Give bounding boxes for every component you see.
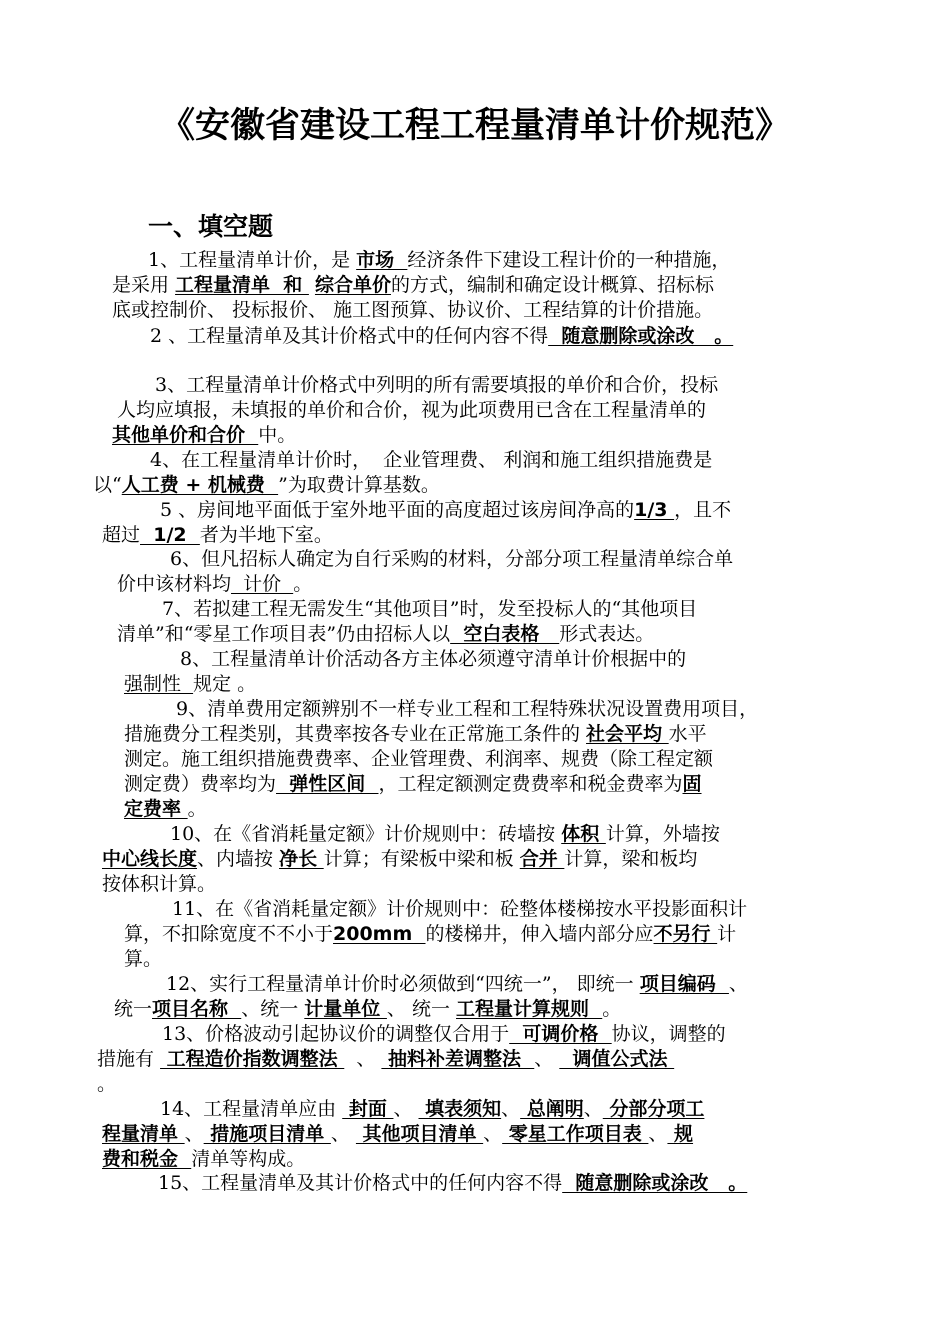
text-line — [117, 398, 706, 422]
answer-blank: 工程量清单 和 — [175, 274, 309, 296]
answer-blank: 可调价格 — [509, 1023, 612, 1045]
question-text: 8、工程量清单计价活动各方主体必须遵守清单计价根据中的 — [180, 648, 687, 670]
answer-blank: 计量单位 — [304, 998, 387, 1020]
answer-blank: 弹性区间 — [276, 773, 379, 795]
answer-blank: 不另行 — [653, 923, 718, 945]
text-line — [114, 997, 621, 1021]
answer-blank: 项目名称 — [152, 998, 242, 1020]
question-text: 清单等构成。 — [191, 1148, 306, 1170]
text-line — [97, 1072, 116, 1096]
question-text: 5 、房间地平面低于室外地平面的高度超过该房间净高的 — [160, 499, 635, 521]
answer-blank: 随意删除或涂改 。 — [562, 1172, 748, 1194]
answer-blank: 分部分项工 — [602, 1098, 705, 1120]
question-text: 的楼梯井，伸入墙内部分应 — [425, 923, 654, 945]
text-line — [124, 672, 256, 696]
answer-blank: 净长 — [279, 848, 324, 870]
question-text: 6、但凡招标人确定为自行采购的材料，分部分项工程量清单综合单 — [170, 548, 734, 570]
question-text: 底或控制价、 投标报价、 施工图预算、协议价、工程结算的计价措施。 — [112, 299, 714, 321]
question-text: 、 — [344, 1048, 382, 1070]
answer-blank: 社会平均 — [586, 723, 669, 745]
question-text: 、 — [483, 1123, 503, 1145]
question-text: 13、价格波动引起协议价的调整仅合用于 — [162, 1023, 510, 1045]
question-text: 协议，调整的 — [611, 1023, 726, 1045]
answer-blank: 市场 — [356, 249, 408, 271]
text-line — [112, 273, 714, 297]
text-line — [102, 1147, 305, 1171]
text-line — [102, 523, 333, 547]
answer-blank: 随意删除或涂改 。 — [548, 325, 734, 347]
question-text: 、 — [393, 1098, 419, 1120]
text-line — [180, 647, 686, 671]
question-text: 11、在《省消耗量定额》计价规则中：砼整体楼梯按水平投影面积计 — [172, 898, 748, 920]
text-line — [176, 697, 758, 721]
answer-blank: 体积 — [561, 823, 606, 845]
text-line — [162, 1022, 726, 1046]
question-text: 10、在《省消耗量定额》计价规则中：砖墙按 — [170, 823, 562, 845]
question-text: 经济条件下建设工程计价的一种措施， — [407, 249, 731, 271]
question-text: 超过 — [102, 524, 141, 546]
question-text: 水平 — [668, 723, 707, 745]
question-text: 措施费分工程类别，其费率按各专业在正常施工条件的 — [124, 723, 587, 745]
question-text: 测定费）费率均为 — [124, 773, 277, 795]
text-line — [124, 772, 702, 796]
answer-blank: 程量清单 — [102, 1123, 185, 1145]
question-text: 4、在工程量清单计价时， 企业管理费、 利润和施工组织措施费是 — [150, 449, 713, 471]
question-text: 人均应填报，未填报的单价和合价，视为此项费用已含在工程量清单的 — [117, 399, 707, 421]
question-text: 。 — [293, 573, 313, 595]
answer-blank: 其他单价和合价 — [112, 424, 259, 446]
text-line — [93, 473, 440, 497]
question-text: 是采用 — [112, 274, 176, 296]
text-line — [170, 822, 720, 846]
text-line — [117, 622, 654, 646]
question-text: 者为半地下室。 — [199, 524, 333, 546]
question-text: 15、工程量清单及其计价格式中的任何内容不得 — [158, 1172, 563, 1194]
question-text: 、 统一 — [386, 998, 457, 1020]
text-line — [102, 1122, 693, 1146]
question-text: 价中该材料均 — [117, 573, 232, 595]
answer-blank: 项目编码 — [639, 973, 729, 995]
question-text: ，且不 — [674, 499, 732, 521]
answer-blank: 合并 — [519, 848, 565, 870]
answer-blank: 固 — [682, 773, 702, 795]
question-text: 、内墙按 — [197, 848, 280, 870]
question-text: 清单”和“零星工作项目表”仍由招标人以 — [117, 623, 451, 645]
answer-blank: 费和税金 — [102, 1148, 192, 1170]
text-line — [124, 747, 713, 771]
question-text: 计算；有梁板中梁和板 — [323, 848, 520, 870]
question-text: 、 — [583, 1098, 603, 1120]
question-text: 的方式，编制和确定设计概算、招标标 — [390, 274, 714, 296]
text-line — [102, 847, 697, 871]
text-line — [102, 872, 216, 896]
question-text: 、 — [534, 1048, 560, 1070]
text-line — [97, 1047, 674, 1071]
answer-blank: 调值公式法 — [559, 1048, 675, 1070]
answer-blank: 工程造价指数调整法 — [160, 1048, 345, 1070]
section-heading: 一、填空题 — [148, 212, 274, 241]
text-line — [160, 498, 731, 522]
question-text: 9、清单费用定额辨别不一样专业工程和工程特殊状况设置费用项目， — [176, 698, 759, 720]
text-line — [160, 1097, 704, 1121]
question-text: 以“ — [93, 474, 122, 496]
answer-blank: 综合单价 — [314, 274, 391, 296]
question-text: ”为取费计算基数。 — [278, 474, 440, 496]
question-text: 算，不扣除宽度不不小于 — [124, 923, 334, 945]
question-text: 。 — [602, 998, 622, 1020]
question-text: 7、若拟建工程无需发生“其他项目”时，发至投标人的“其他项目 — [162, 598, 698, 620]
question-text: 计 — [717, 923, 737, 945]
answer-blank: 中心线长度 — [102, 848, 198, 870]
question-text: 、统一 — [241, 998, 305, 1020]
answer-blank: 其他项目清单 — [355, 1123, 484, 1145]
question-text: 2 、工程量清单及其计价格式中的任何内容不得 — [150, 325, 549, 347]
question-text: 测定。施工组织措施费费率、企业管理费、利润率、规费（除工程定额 — [124, 748, 714, 770]
question-text: 算。 — [124, 948, 163, 970]
text-line — [150, 324, 733, 348]
text-line — [112, 298, 713, 322]
answer-blank: 1/2 — [140, 524, 200, 546]
question-text: 中。 — [258, 424, 297, 446]
question-text: 14、工程量清单应由 — [160, 1098, 343, 1120]
document-title: 《安徽省建设工程工程量清单计价规范》 — [159, 106, 790, 146]
answer-blank: 工程量计算规则 — [456, 998, 603, 1020]
question-text: 。 — [97, 1073, 117, 1095]
answer-blank: 定费率 — [124, 798, 188, 820]
text-line — [155, 373, 718, 397]
text-line — [172, 897, 747, 921]
question-text: 3、工程量清单计价格式中列明的所有需要填报的单价和合价，投标 — [155, 374, 719, 396]
text-line — [124, 947, 162, 971]
question-text: 计算，外墙按 — [605, 823, 720, 845]
answer-blank: 总阐明 — [520, 1098, 584, 1120]
question-text: 形式表达。 — [559, 623, 655, 645]
answer-blank: 零星工作项目表 — [502, 1123, 649, 1145]
text-line — [150, 448, 712, 472]
answer-blank: 强制性 — [124, 673, 194, 695]
answer-blank: 1/3 — [634, 499, 675, 521]
question-text: 、 — [184, 1123, 204, 1145]
text-line — [166, 972, 748, 996]
text-line — [170, 547, 733, 571]
answer-blank: 空白表格 — [450, 623, 560, 645]
text-line — [112, 423, 296, 447]
question-text: 统一 — [114, 998, 153, 1020]
answer-blank: 规 — [667, 1123, 694, 1145]
question-text: 计算，梁和板均 — [564, 848, 698, 870]
text-line — [117, 572, 312, 596]
answer-blank: 200mm — [333, 923, 426, 945]
answer-blank: 措施项目清单 — [203, 1123, 331, 1145]
question-text: 措施有 — [97, 1048, 161, 1070]
question-text: 、 — [648, 1123, 668, 1145]
answer-blank: 填表须知 — [418, 1098, 502, 1120]
answer-blank: 计价 — [231, 573, 294, 595]
question-text: 按体积计算。 — [102, 873, 217, 895]
question-text: 1、工程量清单计价，是 — [148, 249, 357, 271]
text-line — [158, 1171, 747, 1195]
text-line — [124, 797, 207, 821]
question-text: 、 — [330, 1123, 356, 1145]
text-line — [148, 248, 730, 272]
text-line — [162, 597, 697, 621]
answer-blank: 抽料补差调整法 — [381, 1048, 535, 1070]
question-text: ，工程定额测定费费率和税金费率为 — [378, 773, 683, 795]
question-text: 、 — [501, 1098, 521, 1120]
answer-blank: 封面 — [342, 1098, 394, 1120]
text-line — [124, 722, 707, 746]
answer-blank: 人工费 + 机械费 — [121, 474, 279, 496]
question-text: 规定 。 — [193, 673, 257, 695]
text-line — [124, 922, 736, 946]
question-text: 、 — [728, 973, 748, 995]
question-text: 12、实行工程量清单计价时必须做到“四统一”， 即统一 — [166, 973, 640, 995]
question-text: 。 — [187, 798, 207, 820]
